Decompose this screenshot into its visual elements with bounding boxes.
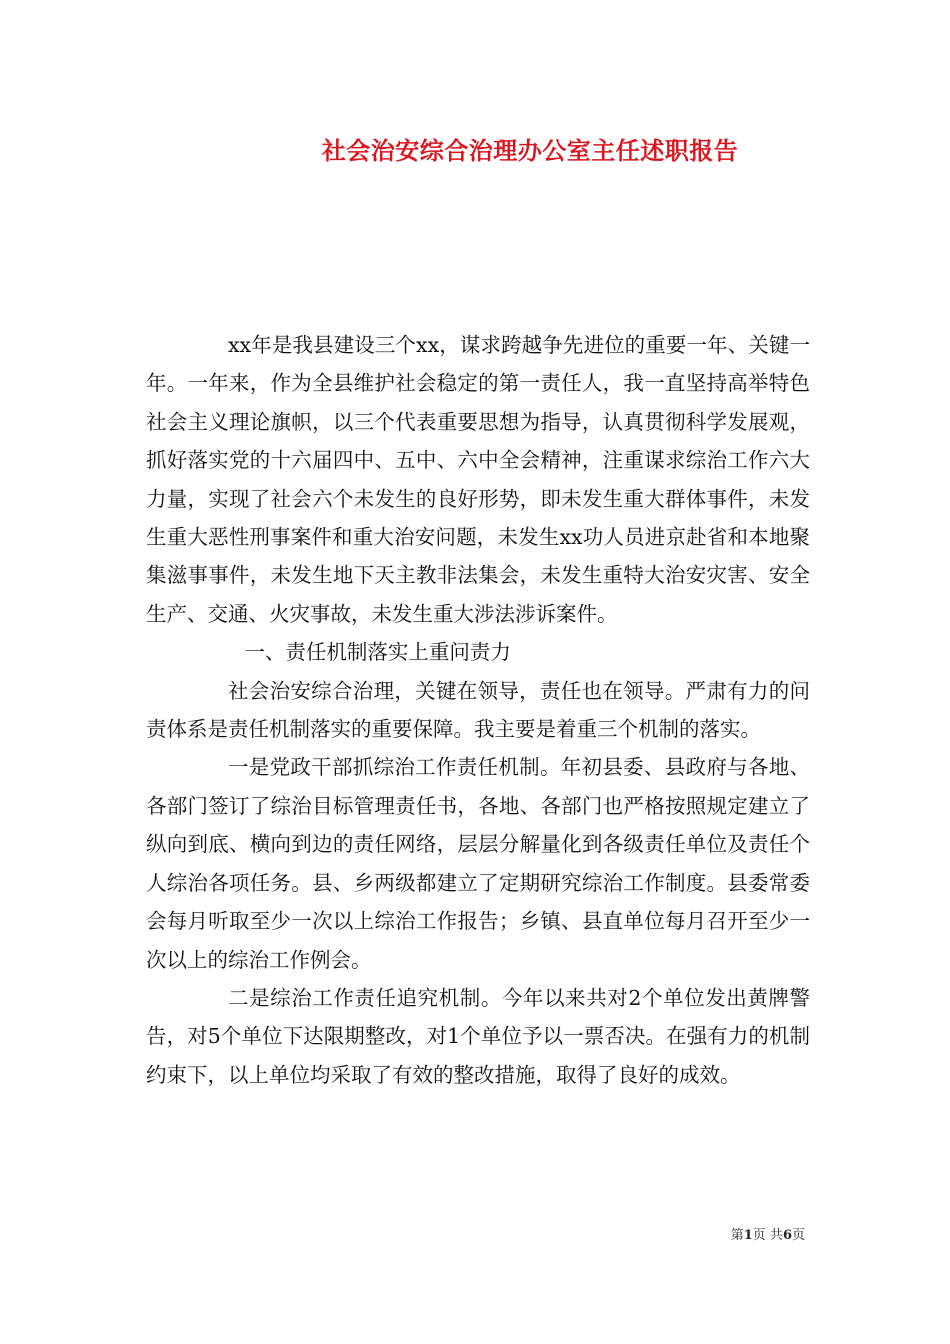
- paragraph-mechanism-1: 一是党政干部抓综治工作责任机制。年初县委、县政府与各地、各部门签订了综治目标管理责任书，各地、各部门也严格按照规定建立了纵向到底、横向到边的责任网络，层层分解量化到各级责任单位及责任个人综治各项任务。县、乡两级都建立了定期研究综治工作制度。县委常委会每月听取至少一次以上综治工作报告；乡镇、县直单位每月召开至少一次以上的综治工作例会。: [146, 755, 810, 972]
- paragraph-mechanism-2: 二是综治工作责任追究机制。今年以来共对2个单位发出黄牌警告，对5个单位下达限期整改，对1个单位予以一票否决。在强有力的机制约束下，以上单位均采取了有效的整改措施，取得了良好的成效。: [146, 985, 810, 1087]
- footer-prefix: 第: [730, 1228, 744, 1243]
- footer-middle: 页 共: [752, 1228, 783, 1243]
- document-title: 社会治安综合治理办公室主任述职报告: [321, 136, 739, 165]
- section-heading-1: 一、责任机制落实上重问责力: [244, 640, 511, 665]
- footer-suffix: 页: [791, 1228, 805, 1243]
- paragraph-intro: xx年是我县建设三个xx，谋求跨越争先进位的重要一年、关键一年。一年来，作为全县维护社会稳定的第一责任人，我一直坚持高举特色社会主义理论旗帜，以三个代表重要思想为指导，认真贯彻科学发展观，抓好落实党的十六届四中、五中、六中全会精神，注重谋求综治工作六大力量，实现了社会六个未发生的良好形势，即未发生重大群体事件，未发生重大恶性刑事案件和重大治安问题，未发生xx功人员进京赴省和本地聚集滋事事件，未发生地下天主教非法集会，未发生重特大治安灾害、安全生产、交通、火灾事故，未发生重大涉法涉诉案件。: [146, 333, 810, 626]
- footer-current-page: 1: [743, 1228, 753, 1243]
- document-body: [146, 326, 810, 1094]
- paragraph-section-1-intro: 社会治安综合治理，关键在领导，责任也在领导。严肃有力的问责体系是责任机制落实的重要保障。我主要是着重三个机制的落实。: [146, 678, 810, 742]
- footer-total-pages: 6: [782, 1228, 792, 1243]
- page-number-footer: [731, 1227, 805, 1245]
